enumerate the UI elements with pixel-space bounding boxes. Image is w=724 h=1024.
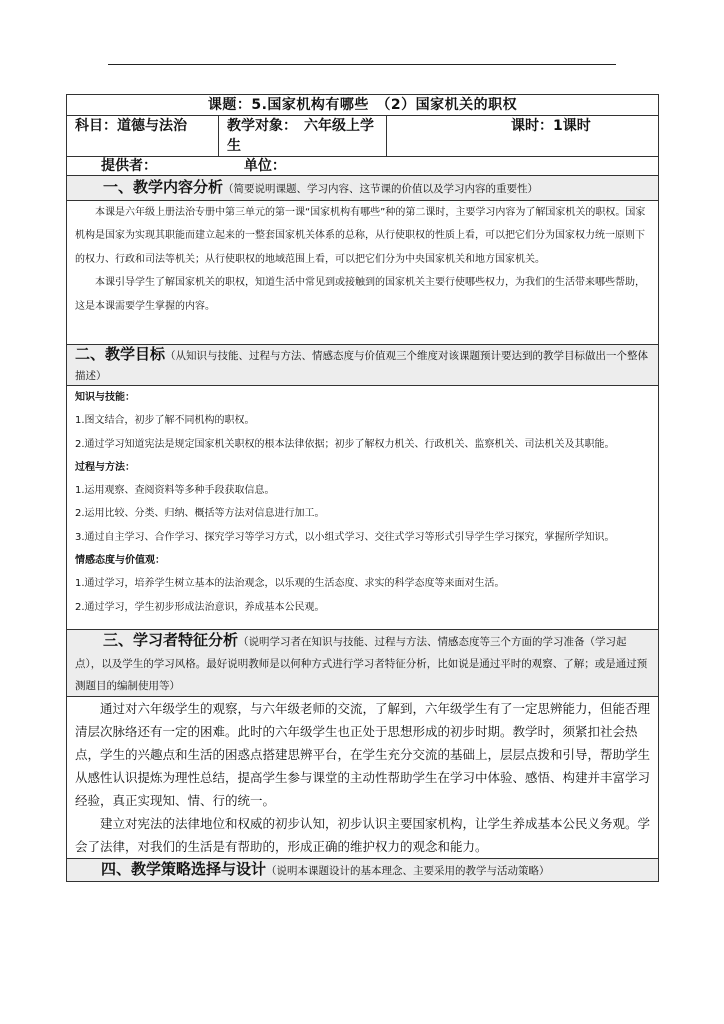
audience-cell: 教学对象： 六年级上学生 [219,116,387,157]
lesson-title: 课题：5.国家机构有哪些 （2）国家机关的职权 [67,95,659,116]
learners-note: （说明学习者在知识与技能、过程与方法、情感态度等三个方面的学习准备（学习起点），以及学生的学习风格。最好说明教师是以何种方式进行学习者特征分析，比如说是通过平时的观察、了解；或是通过预测题目的编制使用等） [75,636,648,692]
learners-body-row [67,697,659,859]
header-rule [108,64,616,65]
goals-header-row [67,345,659,386]
strategy-note: （说明本课题设计的基本理念、主要采用的教学与活动策略） [266,865,550,877]
learners-header-row [67,630,659,697]
content-analysis-header-row [67,176,659,201]
goals-note: （从知识与技能、过程与方法、情感态度与价值观三个维度对该课题预计要达到的教学目标做出一个整体描述） [75,350,649,382]
period-cell: 课时：1课时 [387,116,659,157]
knowledge-label: 知识与技能： [75,392,135,403]
content-analysis-header [67,176,659,201]
goals-heading: 二、教学目标 [75,345,166,363]
learners-paragraph: 建立对宪法的法律地位和权威的初步认知，初步认识主要国家机构，让学生养成基本公民义务观。学会了法律，对我们的生活是有帮助的，形成正确的维护权力的观念和能力。 [75,816,651,854]
attitude-item: 2.通过学习，学生初步形成法治意识，养成基本公民观。 [75,601,325,613]
unit-label: 单位： [243,158,286,174]
goals-body [67,386,659,630]
title-row [67,95,659,116]
strategy-header [67,859,659,882]
content-paragraph: 本课引导学生了解国家机关的职权，知道生活中常见到或接触到的国家机关主要行使哪些权力，为我们的生活带来哪些帮助，这是本课需要学生掌握的内容。 [75,277,645,312]
content-analysis-note: （简要说明课题、学习内容、这节课的价值以及学习内容的重要性） [223,183,539,195]
process-item: 1.运用观察、查阅资料等多种手段获取信息。 [75,485,275,497]
process-item: 2.运用比较、分类、归纳、概括等方法对信息进行加工。 [75,508,325,520]
learners-header [67,630,659,697]
content-analysis-body [67,201,659,345]
attitude-item: 1.通过学习，培养学生树立基本的法治观念，以乐观的生活态度、求实的科学态度等来面对生活。 [75,578,505,590]
goals-body-row [67,386,659,630]
strategy-header-row [67,859,659,882]
attitude-label: 情感态度与价值观： [75,555,165,567]
learners-paragraph: 通过对六年级学生的观察，与六年级老师的交流，了解到，六年级学生有了一定思辨能力，但能否理清层次脉络还有一定的困难。此时的六年级学生也正处于思想形成的初步时期。教学时，须紧扣社会热点，学生的兴趣点和生活的困惑点搭建思辨平台，在学生充分交流的基础上，层层点拨和引导，帮助学生从感性认识提炼为理性总结，提高学生参与课堂的主动性帮助学生在学习中体验、感悟、构建并丰富学习经验，真正实现知、情、行的统一。 [75,701,651,808]
goals-header [67,345,659,386]
content-analysis-body-row [67,201,659,345]
strategy-heading: 四、教学策略选择与设计 [101,860,267,878]
lesson-plan-table [66,94,659,882]
meta-row [67,116,659,157]
provider-label: 提供者： [101,158,157,174]
process-label: 过程与方法： [75,461,135,473]
learners-body [67,697,659,859]
provider-row [67,157,659,176]
knowledge-item: 1.图文结合，初步了解不同机构的职权。 [75,415,255,427]
provider-cell [67,157,659,176]
content-analysis-heading: 一、教学内容分析 [103,178,224,196]
subject-cell: 科目：道德与法治 [67,116,219,157]
learners-heading: 三、学习者特征分析 [103,631,239,649]
process-item: 3.通过自主学习、合作学习、探究学习等学习方式，以小组式学习、交往式学习等形式引导学生学习探究，掌握所学知识。 [75,531,615,543]
knowledge-item: 2.通过学习知道宪法是规定国家机关职权的根本法律依据；初步了解权力机关、行政机关、监察机关、司法机关及其职能。 [75,438,615,450]
content-paragraph: 本课是六年级上册法治专册中第三单元的第一课“国家机构有哪些”种的第二课时，主要学习内容为了解国家机关的职权。国家机构是国家为实现其职能而建立起来的一整套国家机关体系的总称，从行使职权的性质上看，可以把它们分为国家权力统一原则下的权力、行政和司法等机关；从行使职权的地域范围上看，可以把它们分为中央国家机关和地方国家机关。 [75,207,646,265]
